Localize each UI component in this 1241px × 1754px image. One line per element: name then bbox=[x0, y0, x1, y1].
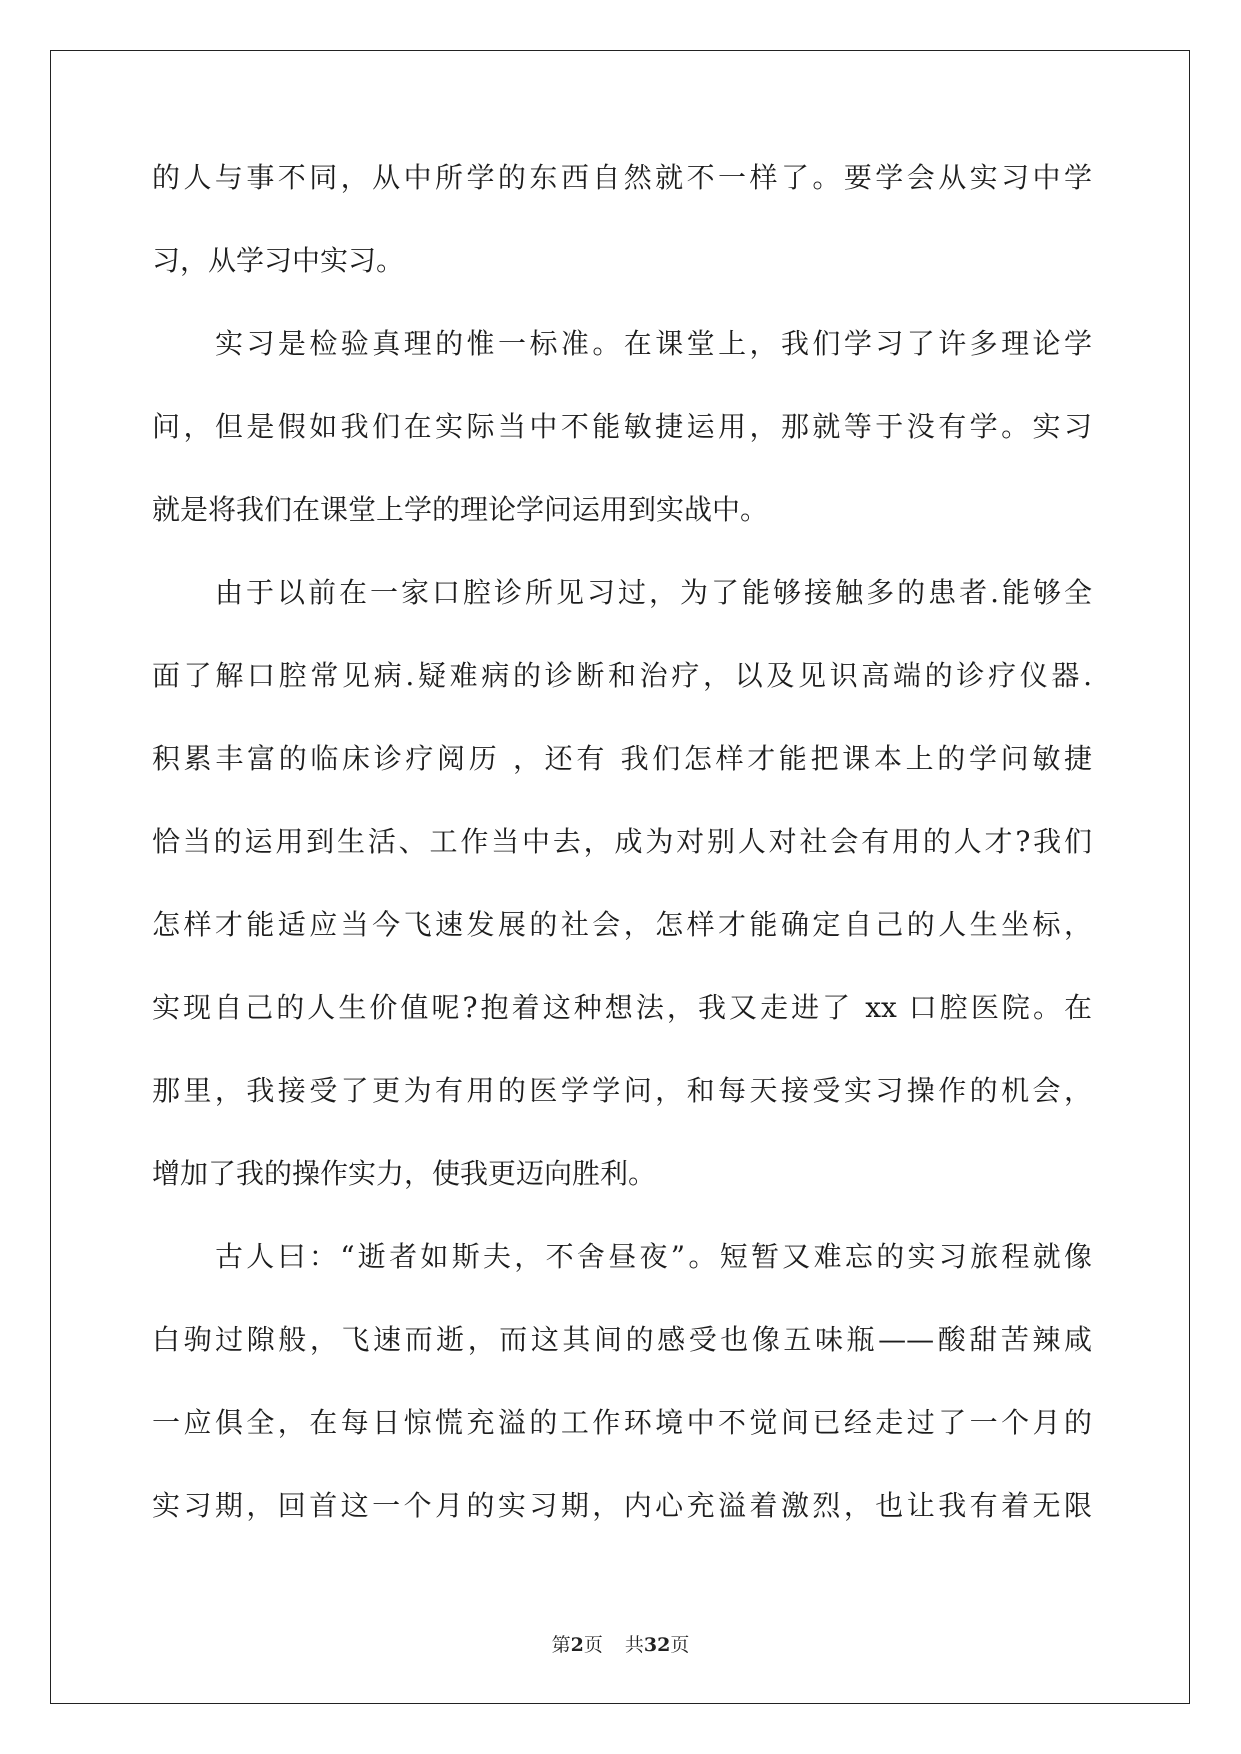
page-total: 32 bbox=[643, 1634, 671, 1656]
text-line: 问，但是假如我们在实际当中不能敏捷运用，那就等于没有学。实习 bbox=[152, 410, 1092, 443]
text-line: 增加了我的操作实力，使我更迈向胜利。 bbox=[152, 1157, 657, 1190]
text-line: 一应俱全，在每日惊慌充溢的工作环境中不觉间已经走过了一个月的 bbox=[152, 1406, 1092, 1439]
text-line: 古人曰：“逝者如斯夫，不舍昼夜”。短暂又难忘的实习旅程就像 bbox=[215, 1240, 1092, 1273]
text-line: 那里，我接受了更为有用的医学学问，和每天接受实习操作的机会， bbox=[152, 1074, 1092, 1107]
text-line: 恰当的运用到生活、工作当中去，成为对别人对社会有用的人才?我们 bbox=[152, 825, 1092, 858]
page-number: 2 bbox=[570, 1634, 584, 1656]
text-line: 的人与事不同，从中所学的东西自然就不一样了。要学会从实习中学 bbox=[152, 161, 1092, 194]
text-line: 实现自己的人生价值呢?抱着这种想法，我又走进了 xx 口腔医院。在 bbox=[152, 991, 1092, 1024]
text-line: 就是将我们在课堂上学的理论学问运用到实战中。 bbox=[152, 493, 769, 526]
text-line: 实习是检验真理的惟一标准。在课堂上，我们学习了许多理论学 bbox=[215, 327, 1092, 360]
total-prefix: 共 bbox=[624, 1634, 644, 1656]
text-line: 怎样才能适应当今飞速发展的社会，怎样才能确定自己的人生坐标， bbox=[152, 908, 1092, 941]
document-body bbox=[152, 161, 1092, 1575]
text-line: 面了解口腔常见病.疑难病的诊断和治疗，以及见识高端的诊疗仪器. bbox=[152, 659, 1092, 692]
page-prefix: 第 bbox=[551, 1634, 571, 1656]
page-suffix: 页 bbox=[583, 1634, 603, 1656]
total-suffix: 页 bbox=[670, 1634, 690, 1656]
text-line: 积累丰富的临床诊疗阅历 ，还有 我们怎样才能把课本上的学问敏捷 bbox=[152, 742, 1092, 775]
text-line: 实习期，回首这一个月的实习期，内心充溢着激烈，也让我有着无限 bbox=[152, 1489, 1092, 1522]
page-footer bbox=[0, 1630, 1241, 1657]
text-line: 由于以前在一家口腔诊所见习过，为了能够接触多的患者.能够全 bbox=[215, 576, 1092, 609]
text-line: 习，从学习中实习。 bbox=[152, 244, 405, 277]
text-line: 白驹过隙般，飞速而逝，而这其间的感受也像五味瓶——酸甜苦辣咸 bbox=[152, 1323, 1092, 1356]
